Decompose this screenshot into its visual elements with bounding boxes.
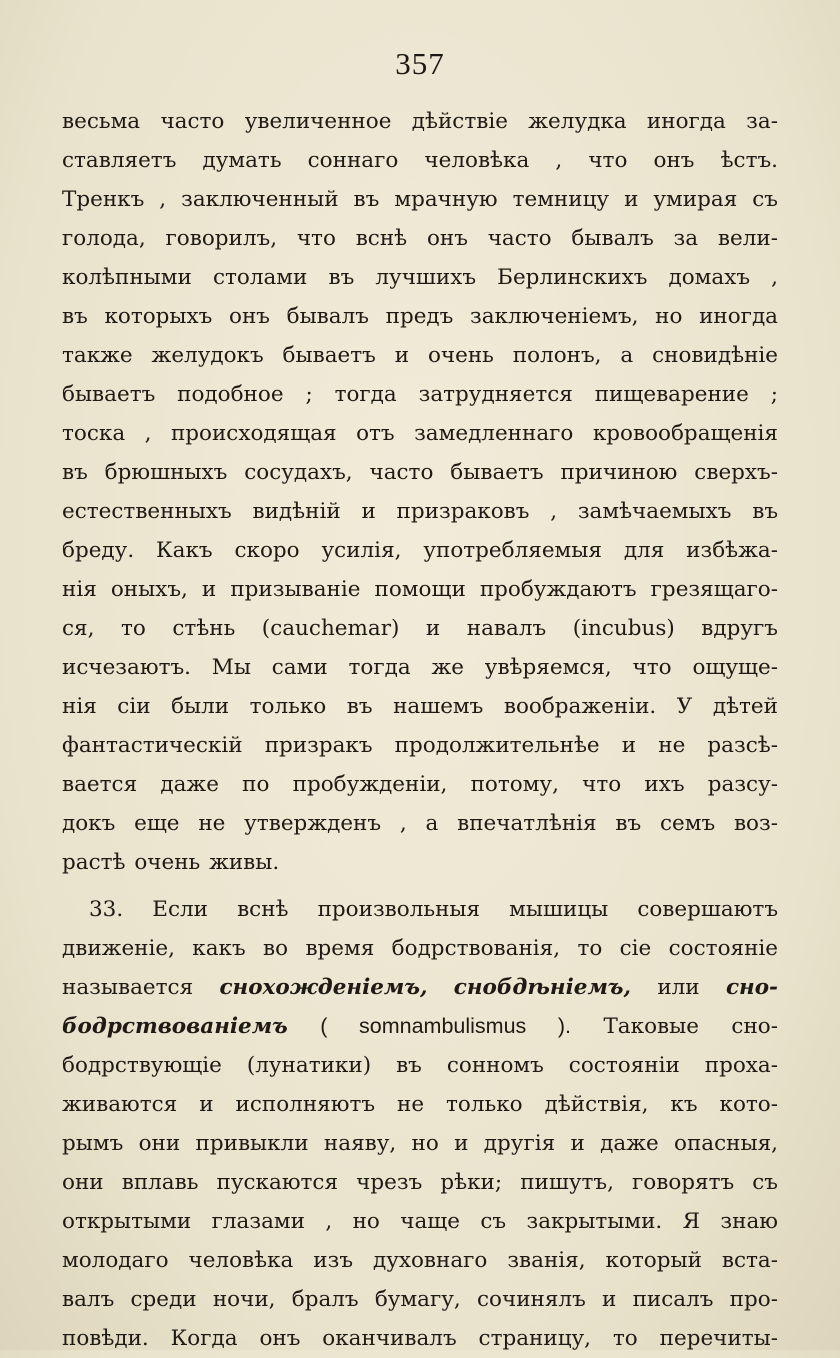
text-line: фантастическій призракъ продолжительнѣе и не разсѣ-: [62, 733, 778, 758]
text-line: бываетъ подобное ; тогда затрудняется пищеварение ;: [62, 382, 778, 407]
term-snobdenie: снобдѣніемъ,: [453, 975, 632, 1000]
text-line: Тренкъ , заключенный въ мрачную темницу и умирая съ: [62, 187, 778, 212]
text-line: растѣ очень живы.: [62, 850, 280, 875]
term-snobodrstvovanie-end: бодрствованіемъ: [62, 1014, 288, 1039]
text-line: открытыми глазами , но чаще съ закрытыми. Я знаю: [62, 1209, 778, 1234]
text-fragment: Если вснѣ произвольныя мышицы совершаютъ: [152, 897, 778, 922]
text-line: исчезаютъ. Мы сами тогда же увѣряемся, что ощуще-: [62, 655, 778, 680]
text-line: весьма часто увеличенное дѣйствіе желудка иногда за-: [62, 109, 778, 134]
text-line: тоска , происходящая отъ замедленнаго кровообращенія: [62, 421, 778, 446]
text-line: бреду. Какъ скоро усилія, употребляемыя для избѣжа-: [62, 538, 778, 563]
paragraph-1: [62, 102, 778, 882]
text-line: ся, то стѣнь (cauchemar) и навалъ (incubus) вдругъ: [62, 616, 778, 641]
text-line: они вплавь пускаются чрезъ рѣки; пишутъ, говорятъ съ: [62, 1170, 778, 1195]
latin-term: ( somnambulismus ).: [320, 1014, 572, 1038]
paragraph-2: [62, 890, 778, 1358]
text-line: [62, 968, 778, 1007]
text-line: естественныхъ видѣній и призраковъ , замѣчаемыхъ въ: [62, 499, 778, 524]
text-fragment: или: [657, 975, 700, 1000]
paragraph-number: 33.: [89, 897, 124, 922]
text-line: живаются и исполняютъ не только дѣйствія, къ кото-: [62, 1092, 778, 1117]
text-line: движеніе, какъ во время бодрствованія, то сіе состояніе: [62, 936, 778, 961]
page-number: 357: [395, 46, 445, 81]
text-line: молодаго человѣка изъ духовнаго званія, который вста-: [62, 1248, 778, 1273]
text-line: также желудокъ бываетъ и очень полонъ, а сновидѣніе: [62, 343, 778, 368]
text-fragment: Таковые сно-: [603, 1014, 778, 1039]
text-line: въ брюшныхъ сосудахъ, часто бываетъ причиною сверхъ-: [62, 460, 778, 485]
book-page: [62, 40, 778, 1351]
term-snokhozhdenie: снохожденіемъ,: [219, 975, 428, 1000]
text-line: повѣди. Когда онъ оканчивалъ страницу, то перечиты-: [62, 1326, 778, 1351]
text-line: нія оныхъ, и призываніе помощи пробуждаютъ грезящаго-: [62, 577, 778, 602]
text-line: [62, 890, 778, 929]
text-line: въ которыхъ онъ бывалъ предъ заключеніемъ, но иногда: [62, 304, 778, 329]
text-line: валъ среди ночи, бралъ бумагу, сочинялъ и писалъ про-: [62, 1287, 778, 1312]
text-line: [62, 1007, 778, 1046]
text-line: колѣпными столами въ лучшихъ Берлинскихъ домахъ ,: [62, 265, 778, 290]
text-fragment: называется: [62, 975, 194, 1000]
text-line: вается даже по пробужденіи, потому, что ихъ разсу-: [62, 772, 778, 797]
term-snobodrstvovanie-start: сно-: [725, 975, 778, 1000]
text-line: бодрствующіе (лунатики) въ сонномъ состояніи проха-: [62, 1053, 778, 1078]
body-text: [62, 102, 778, 1358]
text-line: ставляетъ думать соннаго человѣка , что онъ ѣстъ.: [62, 148, 778, 173]
text-line: голода, говорилъ, что вснѣ онъ часто бывалъ за вели-: [62, 226, 778, 251]
text-line: рымъ они привыкли наяву, но и другія и даже опасныя,: [62, 1131, 778, 1156]
text-line: нія сіи были только въ нашемъ воображеніи. У дѣтей: [62, 694, 778, 719]
paragraph-gap: [62, 882, 778, 890]
text-line: докъ еще не утвержденъ , а впечатлѣнія въ семъ воз-: [62, 811, 778, 836]
